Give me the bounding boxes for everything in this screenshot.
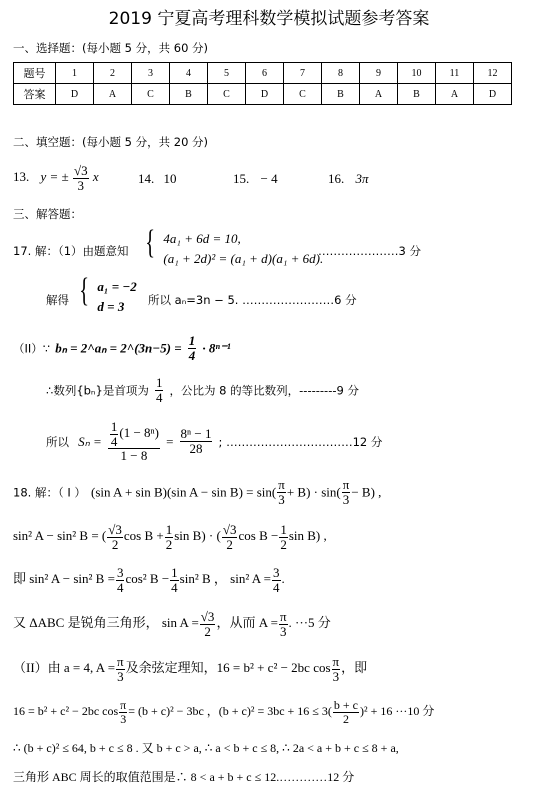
frac-num: 1 bbox=[280, 522, 287, 537]
frac-num: b + c bbox=[333, 698, 358, 712]
p17-solution-values bbox=[97, 277, 136, 317]
q13-frac-num: √3 bbox=[73, 163, 88, 178]
p18-l1-frac2 bbox=[342, 478, 351, 506]
p18-l1-frac1 bbox=[277, 478, 286, 506]
p18-l2-frac3 bbox=[222, 523, 238, 551]
frac-num: 1 bbox=[165, 522, 173, 537]
q13-var: x bbox=[92, 169, 99, 185]
table-cell-answer: A bbox=[436, 84, 474, 105]
p18-line6 bbox=[13, 699, 434, 725]
page-title: 2019 宁夏高考理科数学模拟试题参考答案 bbox=[108, 9, 430, 29]
frac-num: π bbox=[279, 609, 287, 624]
p18-l6-a: 16 = b² + c² − 2bc cos bbox=[13, 703, 119, 718]
fill-answers-line bbox=[13, 164, 99, 192]
p18-l5-frac1 bbox=[116, 655, 125, 683]
table-cell-answer: B bbox=[398, 84, 436, 105]
frac-den: 2 bbox=[165, 536, 173, 552]
table-cell-question: 12 bbox=[474, 63, 512, 84]
p18-l1-expr: (sin A + sin B)(sin A − sin B) = sin( bbox=[91, 484, 277, 500]
frac-den: 4 bbox=[171, 579, 178, 595]
frac-num: 3 bbox=[273, 565, 280, 580]
table-cell-answer: B bbox=[170, 84, 208, 105]
frac-num: 1 bbox=[171, 565, 178, 580]
table-cell-answer: C bbox=[284, 84, 322, 105]
p17-geometric-line bbox=[46, 376, 359, 404]
p18-l1-mid: + B) · sin( bbox=[286, 484, 341, 500]
frac-num: π bbox=[278, 477, 285, 492]
q16-answer bbox=[328, 171, 369, 187]
section-heading-choice: 一、选择题：(每小题 5 分，共 60 分) bbox=[13, 41, 209, 55]
table-row-questions bbox=[14, 63, 512, 84]
p18-l2-frac4 bbox=[279, 523, 288, 551]
p18-l2-d: cos B − bbox=[238, 528, 279, 544]
p17-equations bbox=[163, 229, 323, 269]
q15-answer bbox=[233, 171, 278, 187]
p17-bn-frac-den: 4 bbox=[188, 347, 196, 363]
p18-label: 18. 解：（ I ） bbox=[13, 485, 86, 500]
frac-den: 2 bbox=[280, 536, 287, 552]
section-heading-fill: 二、填空题：(每小题 5 分，共 20 分) bbox=[13, 135, 209, 149]
table-cell-question: 11 bbox=[436, 63, 474, 84]
p17-sn-symbol: Sₙ = bbox=[78, 433, 102, 449]
frac-den: 2 bbox=[111, 536, 119, 552]
section-heading-solve: 三、解答题： bbox=[13, 207, 82, 221]
p18-l2-frac1 bbox=[107, 523, 123, 551]
p17-sol-a1: a₁ = −2 bbox=[97, 278, 137, 294]
table-cell-question: 2 bbox=[94, 63, 132, 84]
p17-geo-fraction bbox=[155, 376, 164, 404]
q13-fraction bbox=[73, 164, 89, 192]
table-cell-answer: D bbox=[56, 84, 94, 105]
p18-l5-frac2 bbox=[332, 655, 341, 683]
frac-num: √3 bbox=[108, 522, 122, 537]
p18-l3-d: . bbox=[281, 571, 285, 587]
frac-den: 2 bbox=[204, 623, 211, 639]
p17-bn-frac-num: 1 bbox=[188, 333, 196, 348]
brace-glyph: { bbox=[145, 224, 156, 261]
p18-line8: 三角形 ABC 周长的取值范围是∴ 8 < a + b + c ≤ 12.…………12 分 bbox=[13, 770, 355, 784]
frac-den: 3 bbox=[117, 668, 124, 684]
p17-intro: 17. 解：（1）由题意知 bbox=[13, 244, 129, 258]
p18-line5 bbox=[13, 655, 367, 683]
q14-value: 10 bbox=[163, 171, 177, 186]
table-cell-answer: D bbox=[246, 84, 284, 105]
p17-sn-equals: = bbox=[166, 433, 174, 449]
p17-part2-bn bbox=[13, 334, 231, 362]
frac-den: 4 bbox=[273, 579, 280, 595]
p17-sn-inner-num: 1 bbox=[110, 419, 118, 434]
p18-line7: ∴ (b + c)² ≤ 64, b + c ≤ 8 . 又 b + c > a, ∴ a < b + c ≤ 8, ∴ 2a < a + b + c ≤ 8 + a, bbox=[13, 741, 399, 755]
p17-sn-label: 所以 bbox=[46, 434, 69, 449]
table-cell-question: 10 bbox=[398, 63, 436, 84]
p17-part2-label: （II）∵ bbox=[13, 341, 51, 356]
table-cell-question: 8 bbox=[322, 63, 360, 84]
p17-sn-denominator: 1 − 8 bbox=[120, 448, 148, 464]
table-cell-answer: C bbox=[208, 84, 246, 105]
p18-l4-b: ，从而 A = bbox=[216, 615, 278, 631]
table-cell-question: 1 bbox=[56, 63, 94, 84]
p18-l5-b: 及余弦定理知，16 = b² + c² − 2bc cos bbox=[125, 660, 331, 676]
q13-number: 13. bbox=[13, 169, 30, 185]
frac-den: 3 bbox=[342, 491, 350, 507]
frac-num: 3 bbox=[116, 565, 124, 580]
p18-l2-b: cos B + bbox=[123, 528, 164, 544]
frac-den: 4 bbox=[116, 579, 124, 595]
table-header-question: 题号 bbox=[14, 63, 56, 84]
p17-solve-label: 解得 bbox=[46, 293, 69, 307]
q14-number: 14. bbox=[138, 171, 155, 186]
table-cell-question: 5 bbox=[208, 63, 246, 84]
p18-l3-a: 即 sin² A − sin² B = bbox=[13, 571, 115, 587]
p17-sn-inner-fraction bbox=[110, 420, 119, 448]
p18-l3-frac2 bbox=[170, 566, 179, 594]
brace-glyph: { bbox=[79, 272, 90, 309]
p18-l2-a: sin² A − sin² B = ( bbox=[13, 528, 107, 544]
table-cell-answer: C bbox=[132, 84, 170, 105]
p18-l4-frac1 bbox=[200, 610, 216, 638]
p18-l6-c: )² + 16 ···10 分 bbox=[360, 703, 435, 718]
p18-l2-e: sin B) , bbox=[288, 528, 327, 544]
p17-an-formula: 所以 aₙ=3n − 5. ……………………6 分 bbox=[148, 293, 357, 307]
table-cell-question: 7 bbox=[284, 63, 322, 84]
q16-value: 3π bbox=[355, 171, 369, 186]
p17-geo-frac-den: 4 bbox=[155, 389, 163, 405]
p18-l6-frac1 bbox=[119, 699, 127, 725]
p17-system bbox=[142, 226, 323, 269]
p17-bn-fraction bbox=[188, 334, 197, 362]
p18-l6-b: = (b + c)² − 3bc ，(b + c)² = 3bc + 16 ≤ 3( bbox=[128, 703, 332, 718]
p18-l4-c: . ···5 分 bbox=[288, 615, 331, 631]
q13-lhs: y = ± bbox=[40, 169, 69, 185]
p18-l3-frac3 bbox=[272, 566, 281, 594]
p17-score-3: …………………3 分 bbox=[318, 244, 421, 258]
table-row-answers bbox=[14, 84, 512, 105]
frac-num: √3 bbox=[222, 522, 237, 537]
p18-l4-a: 又 ΔABC 是锐角三角形， sin A = bbox=[13, 615, 199, 631]
p18-l5-a: （II）由 a = 4, A = bbox=[13, 660, 116, 676]
p17-sn-result bbox=[180, 427, 213, 455]
frac-den: 3 bbox=[279, 623, 287, 639]
p18-l6-frac2 bbox=[333, 699, 359, 725]
frac-num: π bbox=[117, 654, 124, 669]
p18-l3-frac1 bbox=[116, 566, 125, 594]
table-cell-answer: A bbox=[360, 84, 398, 105]
p17-sn-result-den: 28 bbox=[189, 440, 203, 456]
p18-l3-c: sin² B ， sin² A = bbox=[179, 571, 272, 587]
p18-line4 bbox=[13, 610, 331, 638]
table-cell-question: 6 bbox=[246, 63, 284, 84]
p17-geo-text-b: ，公比为 8 的等比数列，---------9 分 bbox=[169, 383, 359, 398]
table-cell-answer: A bbox=[94, 84, 132, 105]
table-cell-question: 9 bbox=[360, 63, 398, 84]
p17-eq2: (a₁ + 2d)² = (a₁ + d)(a₁ + 6d). bbox=[163, 250, 324, 266]
p18-l2-frac2 bbox=[165, 523, 174, 551]
table-cell-answer: B bbox=[322, 84, 360, 105]
p18-l1-end: − B) , bbox=[351, 484, 382, 500]
p18-l2-c: sin B) · ( bbox=[174, 528, 221, 544]
frac-num: √3 bbox=[200, 609, 215, 624]
p17-sn-numerator bbox=[108, 420, 160, 449]
frac-den: 2 bbox=[226, 536, 233, 552]
p18-line1 bbox=[13, 478, 381, 506]
p17-sum-line bbox=[46, 420, 382, 463]
p17-bn-expr: bₙ = 2^aₙ = 2^(3n−5) = bbox=[55, 340, 182, 356]
p18-l3-b: cos² B − bbox=[125, 571, 170, 587]
q15-number: 15. bbox=[233, 171, 250, 186]
p17-sol-d: d = 3 bbox=[97, 298, 125, 314]
frac-den: 3 bbox=[278, 491, 285, 507]
p18-line3 bbox=[13, 566, 285, 594]
p18-line2 bbox=[13, 523, 327, 551]
p17-sn-result-num: 8ⁿ − 1 bbox=[180, 426, 212, 442]
frac-den: 3 bbox=[332, 668, 340, 684]
q14-answer bbox=[138, 171, 177, 187]
p17-eq1: 4a₁ + 6d = 10, bbox=[163, 230, 241, 246]
p17-sn-inner-tail: (1 − 8ⁿ) bbox=[119, 425, 159, 441]
q15-value: − 4 bbox=[260, 171, 278, 186]
table-cell-answer: D bbox=[474, 84, 512, 105]
frac-den: 2 bbox=[342, 711, 349, 726]
frac-den: 3 bbox=[120, 711, 127, 726]
p17-geo-text-a: ∴数列{bₙ}是首项为 bbox=[46, 383, 149, 398]
p18-l4-frac2 bbox=[279, 610, 288, 638]
p17-bn-tail: · 8ⁿ⁻¹ bbox=[202, 340, 231, 356]
frac-num: π bbox=[342, 477, 350, 492]
p17-solution bbox=[76, 274, 137, 317]
p18-l5-c: ，即 bbox=[341, 660, 368, 676]
p17-sn-fraction bbox=[108, 420, 160, 463]
p17-sn-score: ; ……………………………12 分 bbox=[218, 434, 383, 449]
p17-geo-frac-num: 1 bbox=[155, 375, 163, 390]
frac-num: π bbox=[120, 698, 127, 712]
table-cell-question: 4 bbox=[170, 63, 208, 84]
q16-number: 16. bbox=[328, 171, 345, 186]
table-cell-question: 3 bbox=[132, 63, 170, 84]
q13-frac-den: 3 bbox=[77, 177, 84, 193]
p17-sn-inner-den: 4 bbox=[110, 433, 118, 449]
table-header-answer: 答案 bbox=[14, 84, 56, 105]
answer-table bbox=[13, 62, 512, 105]
frac-num: π bbox=[332, 654, 340, 669]
